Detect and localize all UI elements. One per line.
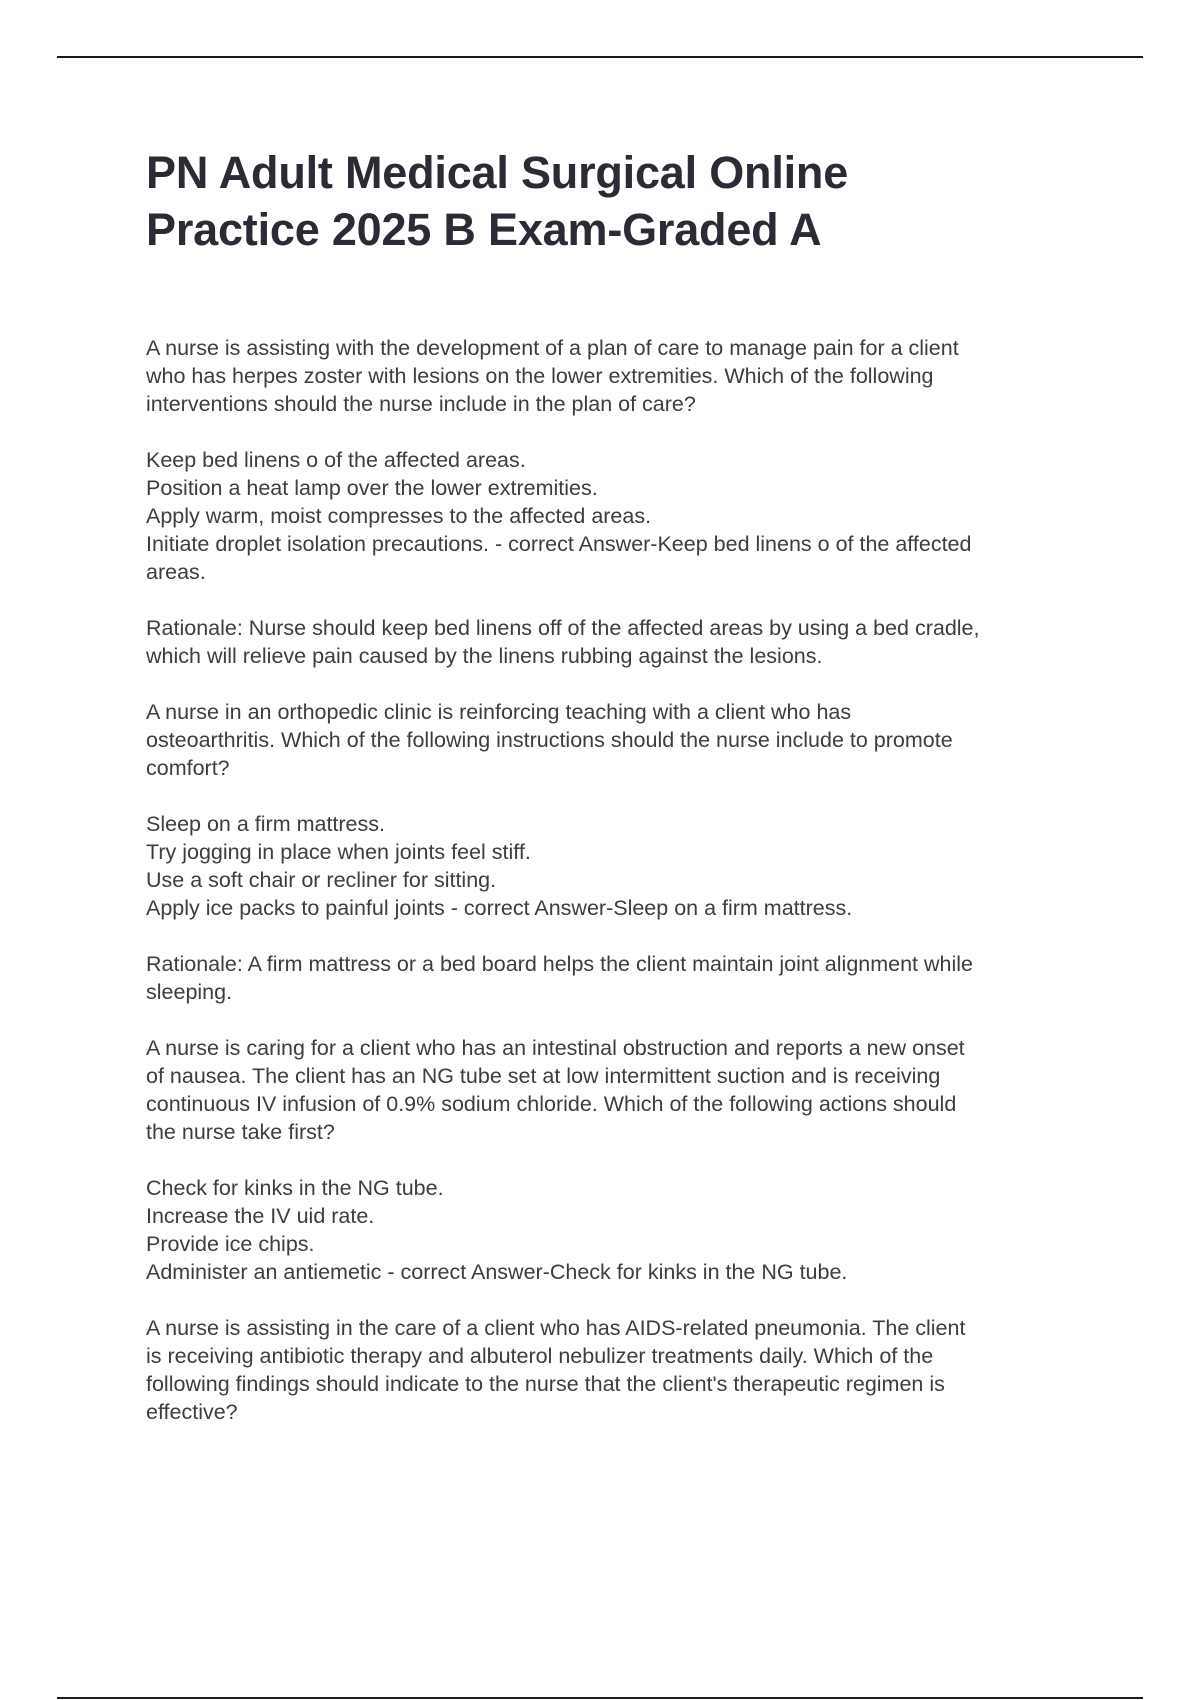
text-line: Apply warm, moist compresses to the affected areas. xyxy=(146,504,652,528)
text-line: Rationale: A firm mattress or a bed board helps the client maintain joint alignment while xyxy=(146,952,973,976)
text-line: A nurse in an orthopedic clinic is reinforcing teaching with a client who has xyxy=(146,700,852,724)
text-line: sleeping. xyxy=(146,980,233,1004)
text-line: osteoarthritis. Which of the following instructions should the nurse include to promote xyxy=(146,728,953,752)
text-line: A nurse is assisting with the development of a plan of care to manage pain for a client xyxy=(146,336,959,360)
text-line: following findings should indicate to the nurse that the client's therapeutic regimen is xyxy=(146,1372,945,1396)
text-line: Keep bed linens o of the affected areas. xyxy=(146,448,526,472)
text-line: Position a heat lamp over the lower extremities. xyxy=(146,476,598,500)
text-line: Use a soft chair or recliner for sitting. xyxy=(146,868,497,892)
text-line: effective? xyxy=(146,1400,238,1424)
answer-options xyxy=(146,1174,1096,1286)
text-line: Administer an antiemetic - correct Answer-Check for kinks in the NG tube. xyxy=(146,1260,848,1284)
text-line: areas. xyxy=(146,560,206,584)
bottom-rule xyxy=(57,1697,1143,1699)
title-line: PN Adult Medical Surgical Online xyxy=(146,147,849,198)
question-stem xyxy=(146,1034,1096,1146)
document-page xyxy=(146,144,1096,1454)
text-line: Check for kinks in the NG tube. xyxy=(146,1176,444,1200)
answer-options xyxy=(146,810,1096,922)
document-body xyxy=(146,334,1096,1426)
text-line: Increase the IV uid rate. xyxy=(146,1204,375,1228)
top-rule xyxy=(57,56,1143,58)
text-line: Try jogging in place when joints feel stiff. xyxy=(146,840,531,864)
text-line: Initiate droplet isolation precautions. - correct Answer-Keep bed linens o of the affected xyxy=(146,532,972,556)
text-line: A nurse is caring for a client who has an intestinal obstruction and reports a new onset xyxy=(146,1036,965,1060)
text-line: which will relieve pain caused by the linens rubbing against the lesions. xyxy=(146,644,823,668)
text-line: Provide ice chips. xyxy=(146,1232,315,1256)
text-line: Sleep on a firm mattress. xyxy=(146,812,385,836)
text-line: of nausea. The client has an NG tube set at low intermittent suction and is receiving xyxy=(146,1064,941,1088)
answer-options xyxy=(146,446,1096,586)
title-line: Practice 2025 B Exam-Graded A xyxy=(146,204,822,255)
text-line: comfort? xyxy=(146,756,230,780)
text-line: continuous IV infusion of 0.9% sodium chloride. Which of the following actions should xyxy=(146,1092,957,1116)
text-line: the nurse take first? xyxy=(146,1120,335,1144)
text-line: Rationale: Nurse should keep bed linens off of the affected areas by using a bed cradle, xyxy=(146,616,980,640)
text-line: interventions should the nurse include in the plan of care? xyxy=(146,392,696,416)
rationale xyxy=(146,950,1096,1006)
text-line: is receiving antibiotic therapy and albuterol nebulizer treatments daily. Which of the xyxy=(146,1344,934,1368)
question-stem xyxy=(146,1314,1096,1426)
text-line: A nurse is assisting in the care of a client who has AIDS-related pneumonia. The client xyxy=(146,1316,966,1340)
text-line: who has herpes zoster with lesions on the lower extremities. Which of the following xyxy=(146,364,934,388)
question-stem xyxy=(146,334,1096,418)
question-stem xyxy=(146,698,1096,782)
document-title xyxy=(146,144,1096,258)
rationale xyxy=(146,614,1096,670)
text-line: Apply ice packs to painful joints - correct Answer-Sleep on a firm mattress. xyxy=(146,896,853,920)
